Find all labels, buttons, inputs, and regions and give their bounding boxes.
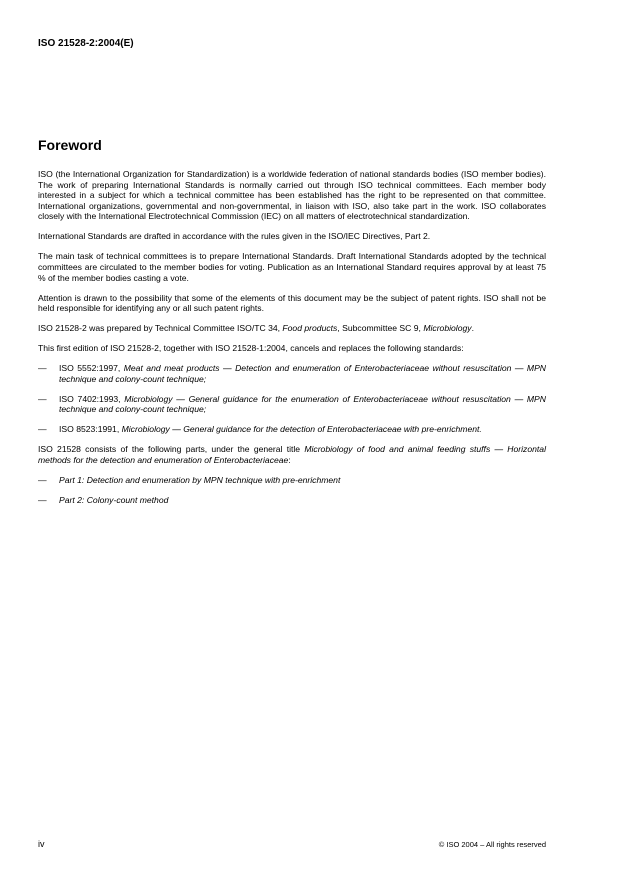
list-item <box>38 475 546 486</box>
part-title: Part 1: Detection and enumeration by MPN technique with pre-enrichment <box>59 474 341 485</box>
standard-title: Microbiology — General guidance for the detection of Enterobacteriaceae with pre-enrichment. <box>121 424 482 435</box>
paragraph-prepared-by <box>38 323 546 334</box>
dash-mark: — <box>38 474 47 485</box>
copyright-notice: © ISO 2004 – All rights reserved <box>438 840 546 849</box>
dash-mark: — <box>38 363 47 374</box>
parts-intro: ISO 21528 consists of the following parts, under the general title <box>38 444 305 455</box>
subcommittee-text: , Subcommittee SC 9, <box>337 323 424 334</box>
colon: : <box>288 454 291 465</box>
standard-number: ISO 8523:1991, <box>59 424 122 435</box>
list-item-text <box>59 394 546 415</box>
list-item-text <box>59 363 546 384</box>
paragraph-iso-intro: ISO (the International Organization for Standardization) is a worldwide federation of national standards bodies (ISO member bodies). The work of preparing International Standards is normally carried out through ISO technical committees. Each member body interested in a subject for which a technical committee has been established has the right to be represented on that committee. International organizations, governmental and non-governmental, in liaison with ISO, also take part in the work. ISO collaborates closely with the International Electrotechnical Commission (IEC) on all matters of electrotechnical standardization. <box>38 169 546 222</box>
dash-mark: — <box>38 393 47 404</box>
paragraph-patent: Attention is drawn to the possibility that some of the elements of this document may be the subject of patent rights. ISO shall not be held responsible for identifying any or all such patent rights. <box>38 292 546 314</box>
prepared-by-text: ISO 21528-2 was prepared by Technical Committee ISO/TC 34, <box>38 323 283 334</box>
list-item <box>38 394 546 415</box>
committee-name: Food products <box>282 323 338 334</box>
dash-mark: — <box>38 494 47 505</box>
part-title: Part 2: Colony-count method <box>59 494 169 505</box>
list-item <box>38 424 546 435</box>
paragraph-edition: This first edition of ISO 21528-2, together with ISO 21528-1:2004, cancels and replaces the following standards: <box>38 343 464 354</box>
period: . <box>471 323 474 334</box>
foreword-body <box>38 169 546 515</box>
document-id: ISO 21528-2:2004(E) <box>38 38 134 49</box>
paragraph-committees: The main task of technical committees is to prepare International Standards. Draft International Standards adopted by the technical committees are circulated to the member bodies for voting. Publication as an International Standard requires approval by at least 75 % of the member bodies casting a vote. <box>38 251 546 283</box>
subcommittee-name: Microbiology <box>423 323 472 334</box>
list-item <box>38 363 546 384</box>
standard-number: ISO 7402:1993, <box>59 393 125 404</box>
dash-mark: — <box>38 424 47 435</box>
paragraph-directives: International Standards are drafted in accordance with the rules given in the ISO/IEC Directives, Part 2. <box>38 231 431 242</box>
standard-title: Meat and meat products — Detection and enumeration of Enterobacteriaceae without resuscitation — MPN technique and colony-count technique; <box>59 363 547 384</box>
paragraph-parts <box>38 444 546 465</box>
page-number: iv <box>38 839 45 849</box>
list-item <box>38 495 546 506</box>
standard-title: Microbiology — General guidance for the enumeration of Enterobacteriaceae without resuscitation — MPN technique and colony-count technique; <box>59 393 546 415</box>
page-title: Foreword <box>38 137 102 153</box>
standard-number: ISO 5552:1997, <box>59 363 124 374</box>
general-title: Microbiology of food and animal feeding stuffs — Horizontal methods for the detection and enumeration of Enterobacteriaceae <box>38 444 546 465</box>
list-item-text <box>59 424 546 435</box>
